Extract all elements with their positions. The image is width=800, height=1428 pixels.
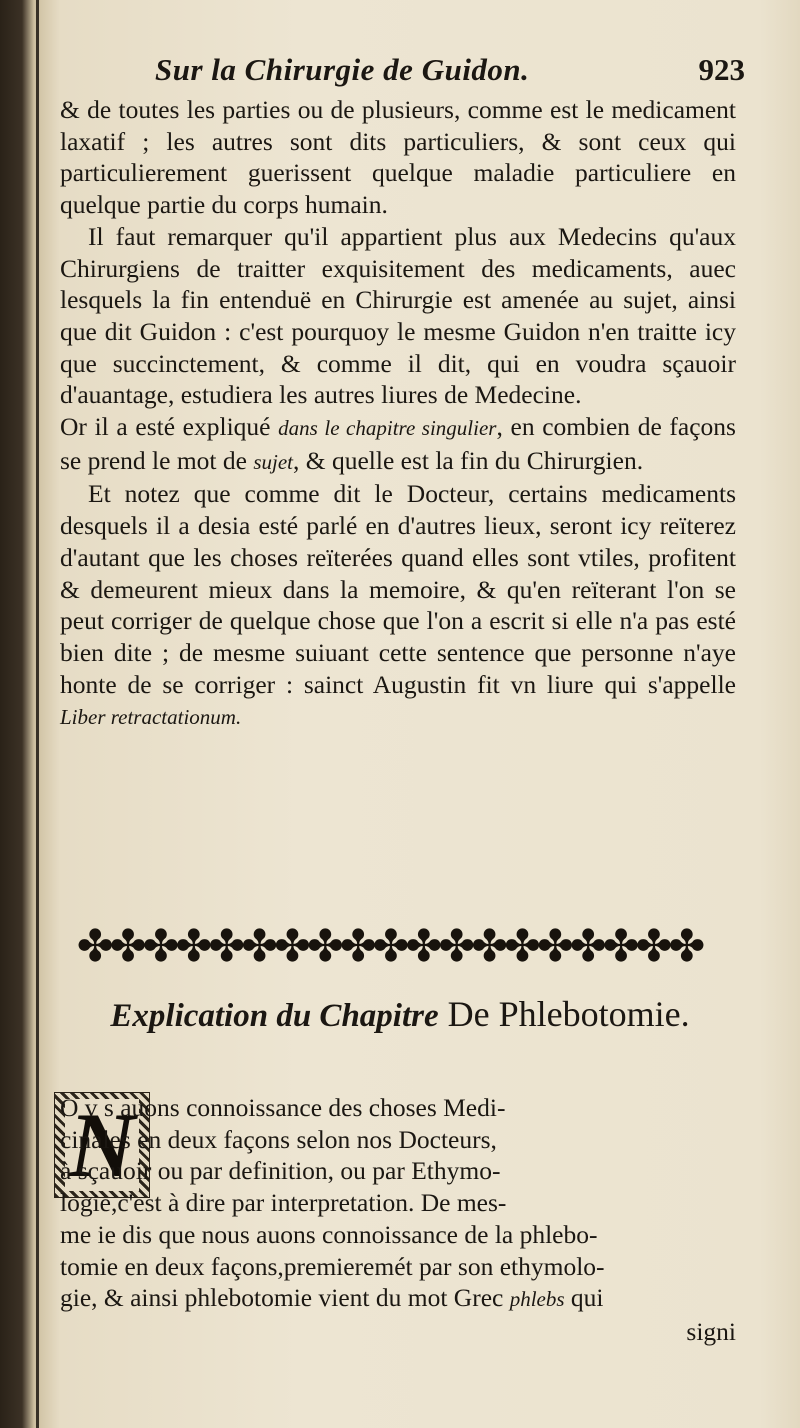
text-span: gie, & ainsi phlebotomie vient du mot Grec bbox=[60, 1283, 504, 1313]
paragraph-1: & de toutes les parties ou de plusieurs, comme est le medicament laxatif ; les autres sont dits particuliers, & sont ceux qui particulierement guerissent quelque maladie particuliere en quelque partie du corps humain. bbox=[60, 95, 736, 220]
italic-phrase: Liber retractationum. bbox=[60, 705, 242, 730]
italic-phrase: dans le chapitre singulier bbox=[278, 416, 497, 441]
text-line: tomie en deux façons,premieremét par son ethymolo- bbox=[60, 1251, 605, 1281]
lower-text-block bbox=[60, 1092, 736, 1348]
heading-roman: De Phlebotomie. bbox=[447, 994, 690, 1034]
greek-word: phlebs bbox=[509, 1287, 565, 1312]
italic-phrase: sujet bbox=[253, 449, 293, 474]
page-number: 923 bbox=[698, 52, 745, 87]
fleuron-ornament-band: ✤✤✤✤✤✤✤✤✤✤✤✤✤✤✤✤✤✤✤ bbox=[76, 921, 702, 972]
binding-gutter bbox=[36, 0, 39, 1428]
paragraph-2: Il faut remarquer qu'il appartient plus aux Medecins qu'aux Chirurgiens de traitter exquisitement des medicaments, auec lesquels la fin entenduë en Chirurgie est amenée au sujet, ainsi que dit Guidon : c'est pourquoy le mesme Guidon n'en traitte icy que succinctement, & comme il dit, qui en voudra sçauoir d'auantage, estudiera les autres liures de Medecine. bbox=[60, 221, 736, 410]
text-line: me ie dis que nous auons connoissance de la phlebo- bbox=[60, 1219, 598, 1249]
paragraph-3: Or il a esté expliqué dans le chapitre singulier, en combien de façons se prend le mot de sujet, & quelle est la fin du Chirurgien. bbox=[60, 412, 736, 475]
heading-italic: Explication du Chapitre bbox=[110, 998, 439, 1034]
text-line bbox=[60, 1282, 736, 1316]
text-line: O v s auons connoissance des choses Medi- bbox=[60, 1093, 506, 1122]
running-title: Sur la Chirurgie de Guidon. bbox=[155, 52, 530, 87]
initial-letter: N bbox=[65, 1099, 139, 1191]
text-span: qui bbox=[570, 1283, 604, 1313]
catchword: signi bbox=[686, 1316, 736, 1346]
chapter-heading bbox=[70, 992, 730, 1038]
text-line: à sçauoir ou par definition, ou par Ethymo- bbox=[60, 1156, 501, 1186]
text-line: cinales en deux façons selon nos Docteurs, bbox=[60, 1124, 497, 1154]
text-line: logie,c'est à dire par interpretation. De mes- bbox=[60, 1188, 507, 1218]
paragraph-4: Et notez que comme dit le Docteur, certains medicaments desquels il a desia esté parlé en d'autres lieux, seront icy reïterez d'autant que les choses reïterées quand elles sont vtiles, profitent & demeurent mieux dans la memoire, & qu'en reïterant l'on se peut corriger de quelque chose que l'on a escrit si elle n'a pas esté bien dite ; de mesme suiuant cette sentence que personne n'aye honte de se corriger : sainct Augustin fit vn liure qui s'appelle Liber retractationum. bbox=[60, 479, 736, 730]
upper-text-block bbox=[60, 94, 736, 734]
page-header bbox=[155, 52, 745, 98]
